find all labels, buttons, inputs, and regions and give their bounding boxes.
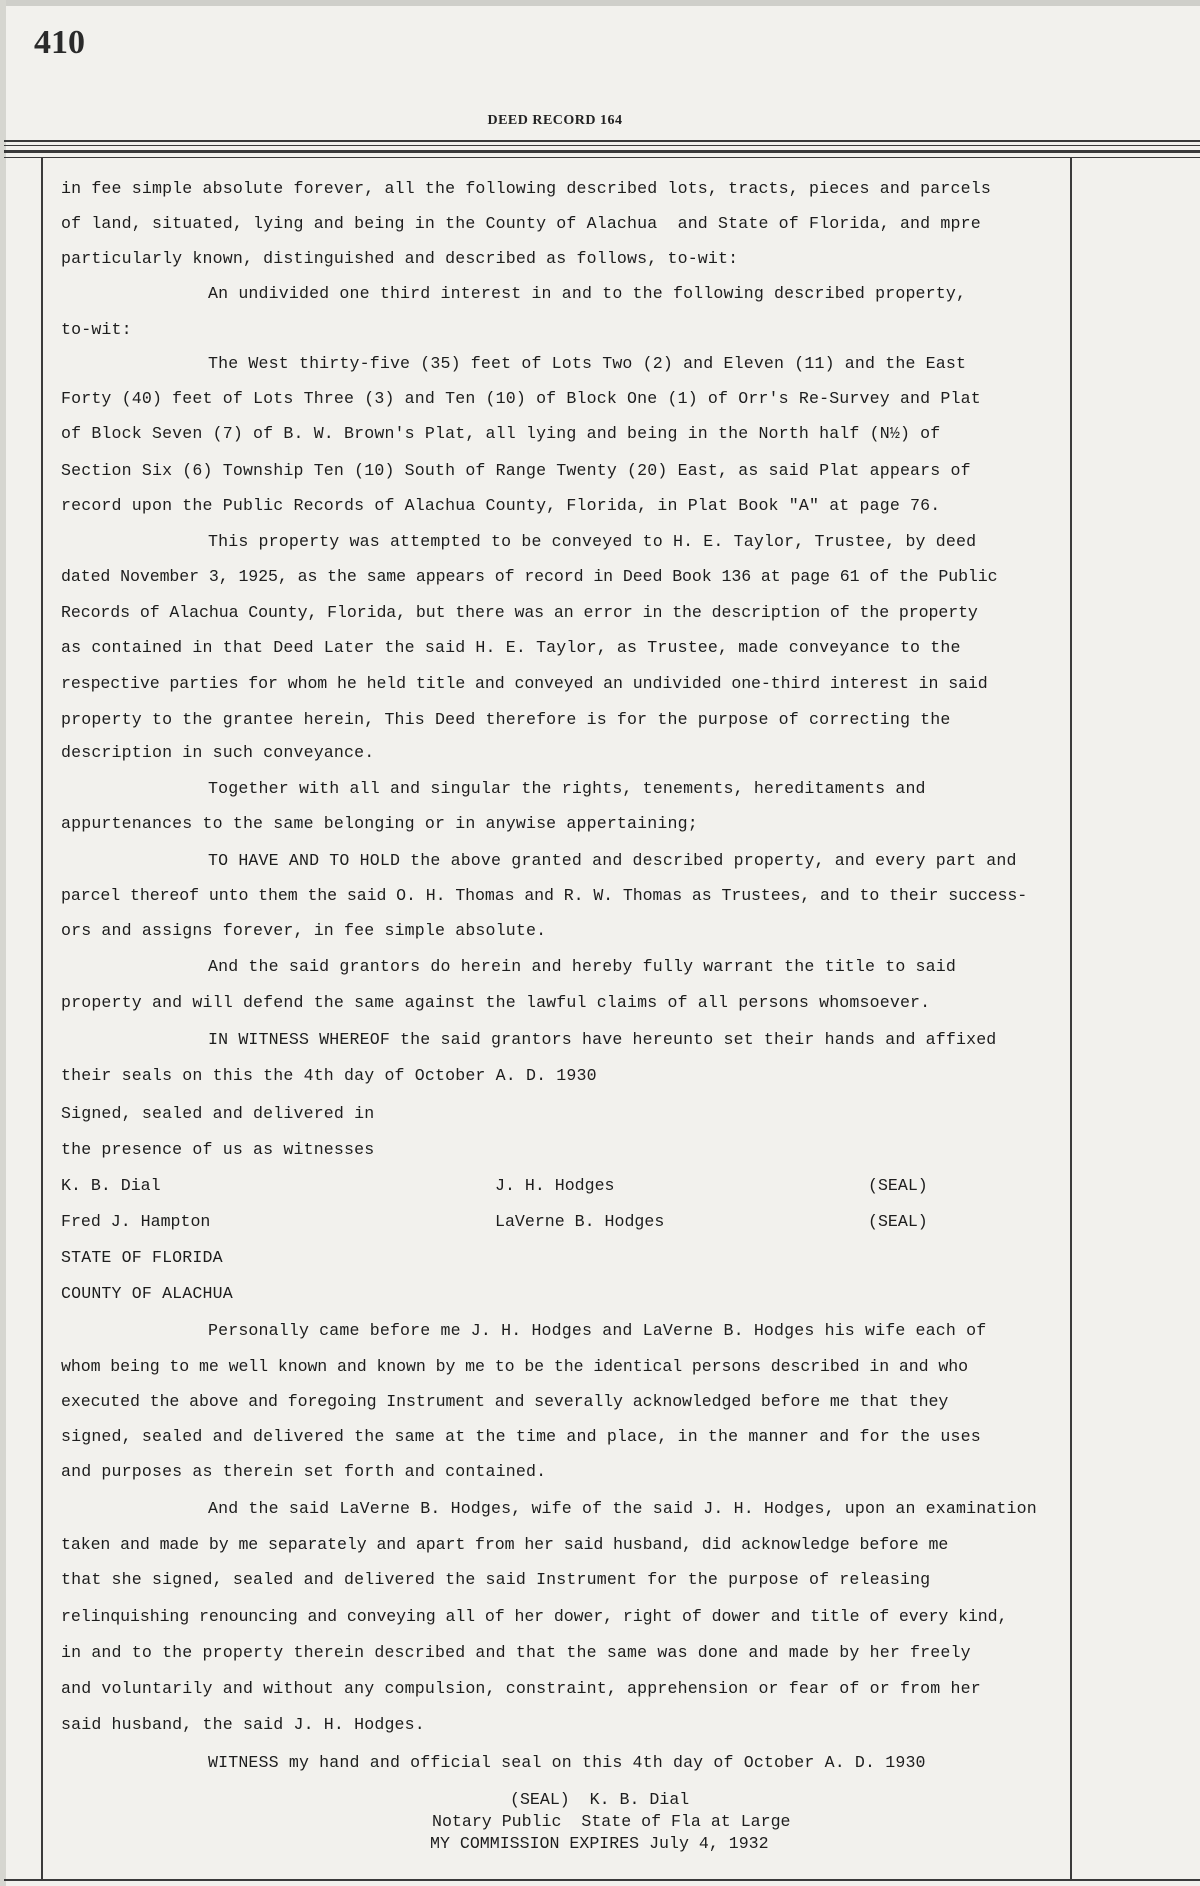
- text-line: respective parties for whom he held title and conveyed an undivided one-third interest in said: [61, 674, 988, 693]
- text-line: Forty (40) feet of Lots Three (3) and Ten (10) of Block One (1) of Orr's Re-Survey and Plat: [61, 389, 981, 408]
- text-line: that she signed, sealed and delivered the said Instrument for the purpose of releasing: [61, 1570, 931, 1589]
- book-title: DEED RECORD 164: [487, 113, 623, 128]
- text-line: And the said grantors do herein and hereby fully warrant the title to said: [208, 957, 956, 976]
- grantor-name: LaVerne B. Hodges: [495, 1212, 665, 1231]
- text-line: to-wit:: [61, 320, 132, 339]
- footer-rule: [4, 1879, 1200, 1881]
- header-rule: [4, 157, 1200, 158]
- text-line: record upon the Public Records of Alachua County, Florida, in Plat Book "A" at page 76.: [61, 496, 941, 515]
- text-line: the presence of us as witnesses: [61, 1140, 375, 1159]
- header-rule: [4, 150, 1200, 153]
- text-line: appurtenances to the same belonging or in anywise appertaining;: [61, 814, 698, 833]
- text-line: relinquishing renouncing and conveying all of her dower, right of dower and title of every kind,: [61, 1607, 1008, 1626]
- header-rule: [4, 145, 1200, 146]
- text-line: ors and assigns forever, in fee simple absolute.: [61, 921, 547, 940]
- text-line: property to the grantee herein, This Deed therefore is for the purpose of correcting the: [61, 710, 951, 729]
- text-line: TO HAVE AND TO HOLD the above granted and described property, and every part and: [208, 851, 1017, 870]
- text-line: in and to the property therein described and that the same was done and made by her freely: [61, 1643, 971, 1662]
- notary-signature: (SEAL) K. B. Dial: [510, 1790, 690, 1809]
- text-line: Signed, sealed and delivered in: [61, 1104, 375, 1123]
- text-line: of Block Seven (7) of B. W. Brown's Plat, all lying and being in the North half (N½) of: [61, 424, 941, 443]
- text-line: signed, sealed and delivered the same at the time and place, in the manner and for the uses: [61, 1427, 981, 1446]
- notary-title: Notary Public State of Fla at Large: [432, 1812, 791, 1831]
- text-line: An undivided one third interest in and to the following described property,: [208, 284, 967, 303]
- state-heading: STATE OF FLORIDA: [61, 1248, 223, 1267]
- text-line: Together with all and singular the rights, tenements, hereditaments and: [208, 779, 926, 798]
- page-edge-left: [0, 0, 6, 1886]
- text-line: in fee simple absolute forever, all the following described lots, tracts, pieces and parcels: [61, 179, 991, 198]
- text-line: description in such conveyance.: [61, 743, 375, 762]
- text-line: And the said LaVerne B. Hodges, wife of the said J. H. Hodges, upon an examination: [208, 1499, 1037, 1518]
- grantor-name: J. H. Hodges: [495, 1176, 615, 1195]
- right-margin-line: [1070, 158, 1072, 1880]
- text-line: This property was attempted to be conveyed to H. E. Taylor, Trustee, by deed: [208, 532, 977, 551]
- seal-mark: (SEAL): [868, 1176, 928, 1195]
- header-rule: [4, 140, 1200, 142]
- witness-name: Fred J. Hampton: [61, 1212, 211, 1231]
- text-line: particularly known, distinguished and described as follows, to-wit:: [61, 249, 739, 268]
- text-line: as contained in that Deed Later the said H. E. Taylor, as Trustee, made conveyance to the: [61, 638, 961, 657]
- page-edge: [0, 0, 1200, 6]
- commission-expiry: MY COMMISSION EXPIRES July 4, 1932: [430, 1834, 769, 1853]
- text-line: Personally came before me J. H. Hodges and LaVerne B. Hodges his wife each of: [208, 1321, 987, 1340]
- left-margin-line: [41, 158, 43, 1880]
- text-line: executed the above and foregoing Instrument and severally acknowledged before me that they: [61, 1392, 949, 1411]
- text-line: Section Six (6) Township Ten (10) South of Range Twenty (20) East, as said Plat appears of: [61, 461, 971, 480]
- text-line: and voluntarily and without any compulsion, constraint, apprehension or fear of or from her: [61, 1679, 981, 1698]
- county-heading: COUNTY OF ALACHUA: [61, 1284, 233, 1303]
- text-line: of land, situated, lying and being in the County of Alachua and State of Florida, and mpre: [61, 214, 981, 233]
- text-line: and purposes as therein set forth and contained.: [61, 1462, 547, 1481]
- text-line: dated November 3, 1925, as the same appears of record in Deed Book 136 at page 61 of the Public: [61, 567, 998, 586]
- witness-name: K. B. Dial: [61, 1176, 161, 1195]
- text-line: their seals on this the 4th day of October A. D. 1930: [61, 1066, 597, 1085]
- seal-mark: (SEAL): [868, 1212, 928, 1231]
- text-line: IN WITNESS WHEREOF the said grantors have hereunto set their hands and affixed: [208, 1030, 997, 1049]
- text-line: property and will defend the same against the lawful claims of all persons whomsoever.: [61, 993, 931, 1012]
- text-line: whom being to me well known and known by me to be the identical persons described in and who: [61, 1357, 968, 1376]
- text-line: taken and made by me separately and apart from her said husband, did acknowledge before me: [61, 1535, 949, 1554]
- text-line: parcel thereof unto them the said O. H. Thomas and R. W. Thomas as Trustees, and to their success-: [61, 886, 1028, 905]
- text-line: The West thirty-five (35) feet of Lots Two (2) and Eleven (11) and the East: [208, 354, 967, 373]
- page-number: 410: [34, 24, 85, 61]
- text-line: said husband, the said J. H. Hodges.: [61, 1715, 425, 1734]
- text-line: WITNESS my hand and official seal on this 4th day of October A. D. 1930: [208, 1753, 926, 1772]
- text-line: Records of Alachua County, Florida, but there was an error in the description of the property: [61, 603, 978, 622]
